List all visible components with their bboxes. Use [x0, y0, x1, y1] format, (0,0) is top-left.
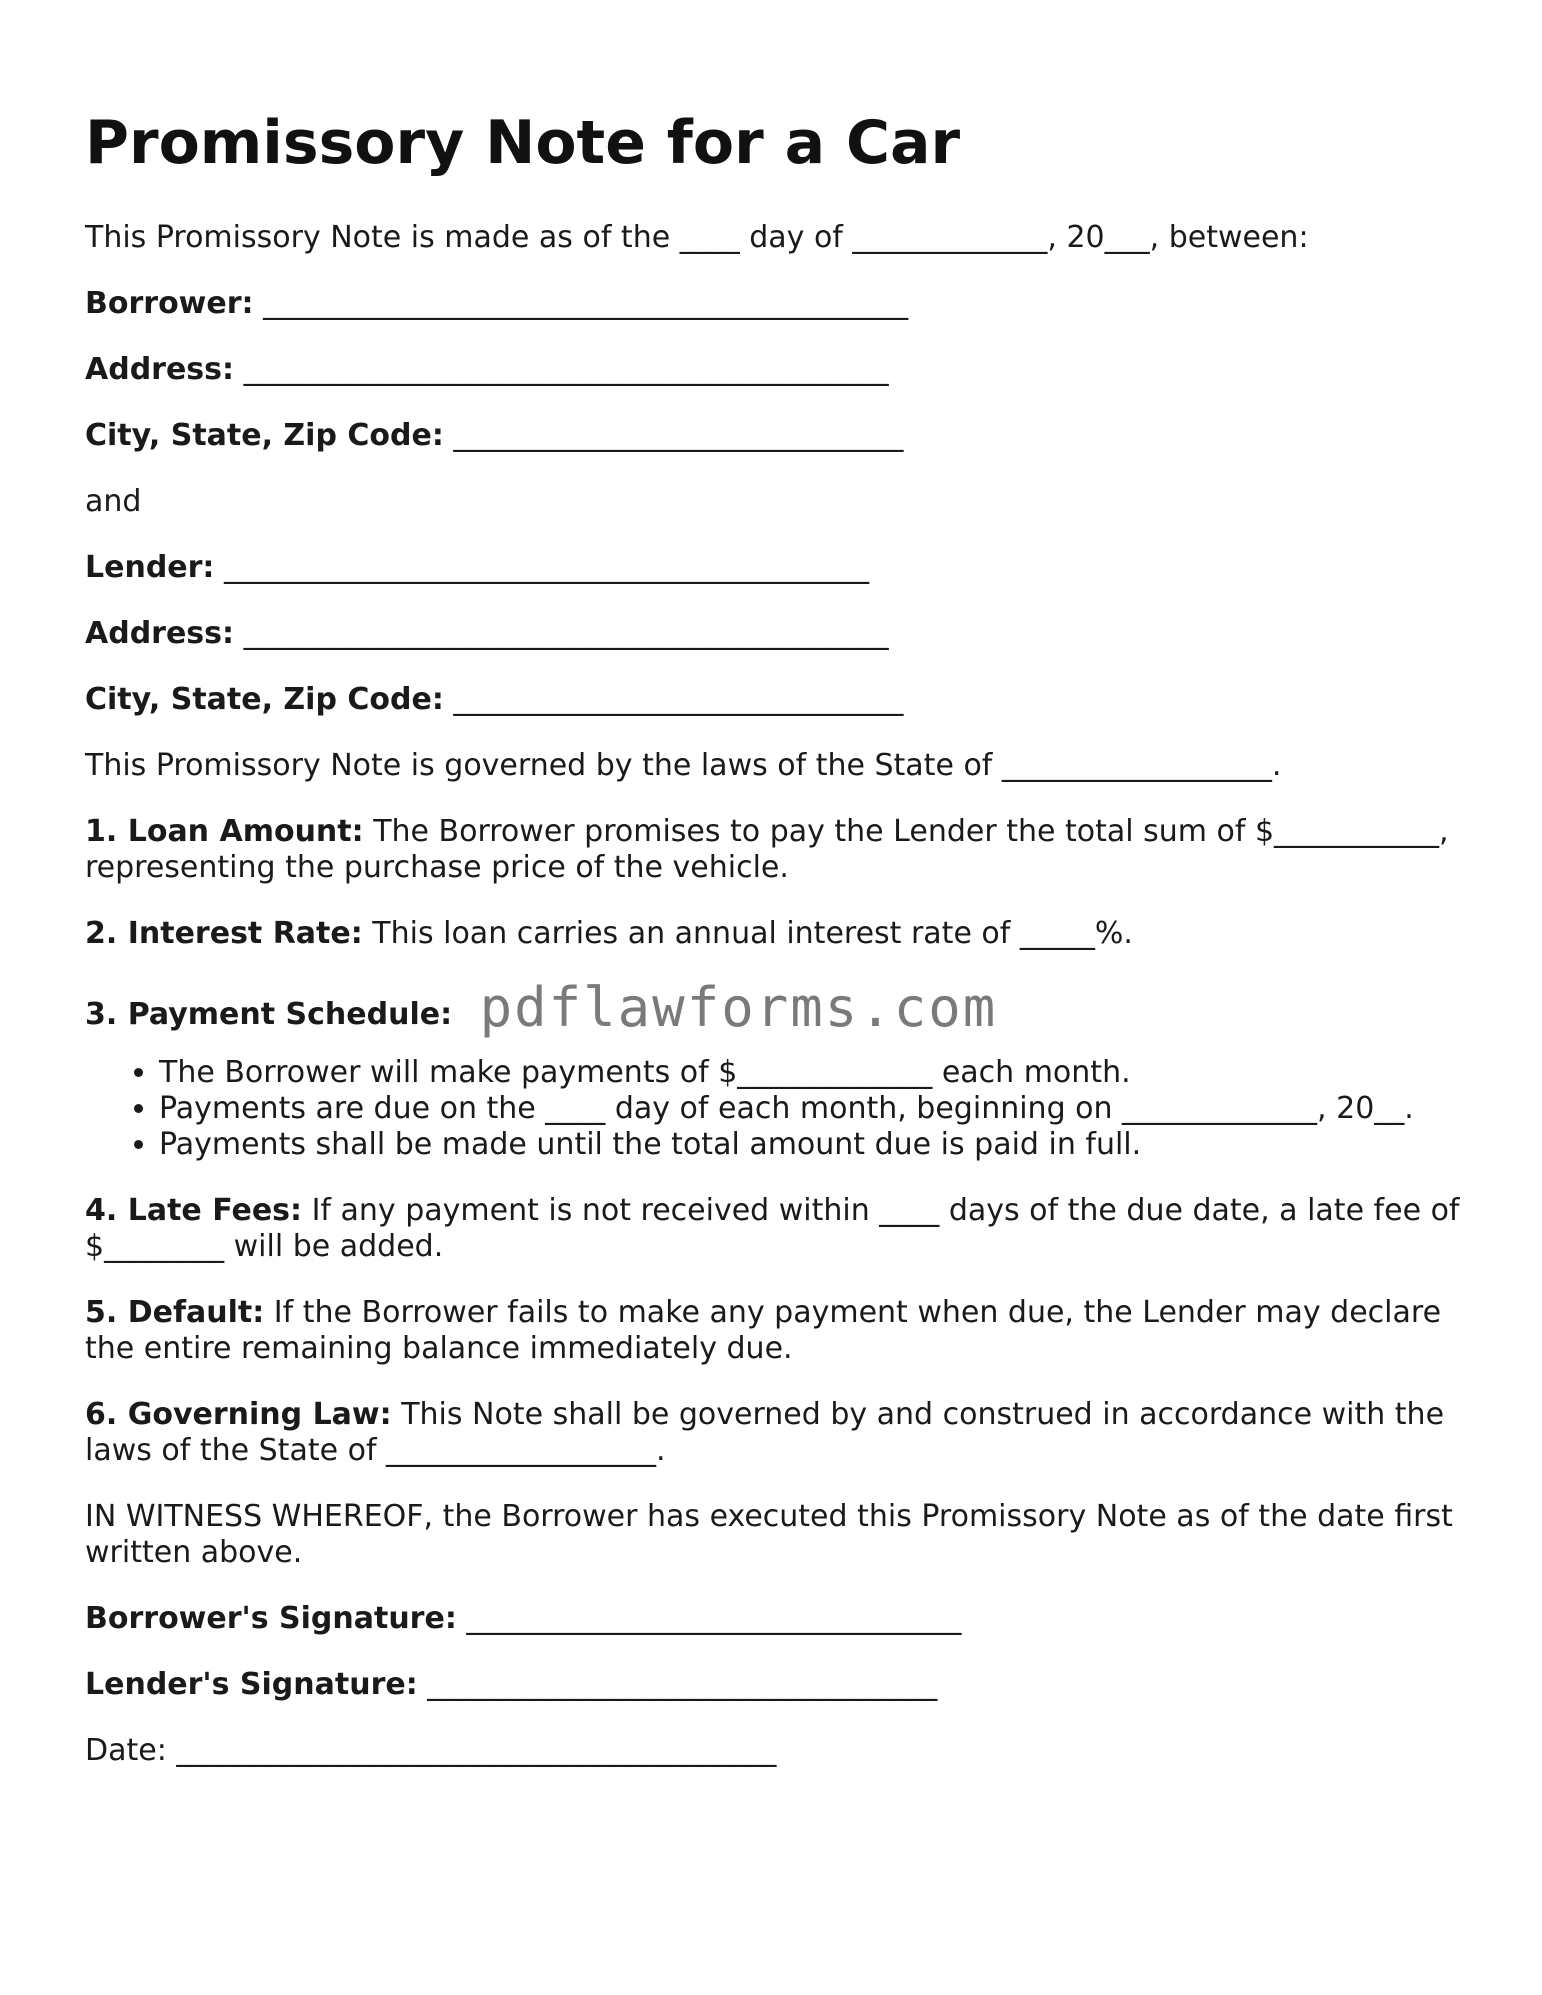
borrower-city-field: [85, 418, 1465, 454]
interest-rate-text: This loan carries an annual interest rate of _____%.: [372, 916, 1133, 951]
payment-schedule-label: 3. Payment Schedule:: [85, 997, 453, 1032]
lender-address-blank: ___________________________________________: [243, 616, 889, 651]
lender-signature-field: [85, 1667, 1465, 1703]
borrower-name-blank: ___________________________________________: [263, 286, 909, 321]
lender-city-field: [85, 682, 1465, 718]
lender-name-field: [85, 550, 1465, 586]
intro-paragraph: This Promissory Note is made as of the ____ day of _____________, 20___, between:: [85, 220, 1309, 255]
borrower-signature-field: [85, 1601, 1465, 1637]
date-label: Date:: [85, 1733, 167, 1768]
borrower-address-label: Address:: [85, 352, 235, 387]
loan-amount-text: The Borrower promises to pay the Lender the total sum of $___________, representing the purchase price of the vehicle.: [85, 814, 1449, 885]
borrower-city-blank: ______________________________: [453, 418, 904, 453]
lender-city-blank: ______________________________: [453, 682, 904, 717]
borrower-address-blank: ___________________________________________: [243, 352, 889, 387]
lender-signature-label: Lender's Signature:: [85, 1667, 418, 1702]
borrower-address-field: [85, 352, 1465, 388]
and-text: and: [85, 484, 142, 519]
term-payment-schedule: [85, 976, 1465, 1041]
term-loan-amount: [85, 814, 1465, 886]
loan-amount-label: 1. Loan Amount:: [85, 814, 364, 849]
interest-rate-label: 2. Interest Rate:: [85, 916, 363, 951]
default-label: 5. Default:: [85, 1295, 265, 1330]
term-interest-rate: [85, 916, 1465, 952]
document-title: Promissory Note for a Car: [85, 108, 961, 178]
late-fees-text: If any payment is not received within ____ days of the due date, a late fee of $________ will be added.: [85, 1193, 1460, 1264]
borrower-signature-label: Borrower's Signature:: [85, 1601, 457, 1636]
lender-city-label: City, State, Zip Code:: [85, 682, 444, 717]
lender-name-label: Lender:: [85, 550, 215, 585]
default-text: If the Borrower fails to make any payment when due, the Lender may declare the entire remaining balance immediately due.: [85, 1295, 1442, 1366]
lender-address-label: Address:: [85, 616, 235, 651]
borrower-name-label: Borrower:: [85, 286, 254, 321]
lender-address-field: [85, 616, 1465, 652]
date-field: [85, 1733, 1465, 1769]
borrower-signature-blank: _________________________________: [466, 1601, 962, 1636]
term-default: [85, 1295, 1465, 1367]
term-late-fees: [85, 1193, 1465, 1265]
list-item: • Payments shall be made until the total amount due is paid in full.: [159, 1127, 1465, 1163]
governing-law-text: This Note shall be governed by and construed in accordance with the laws of the State of __________________.: [85, 1397, 1445, 1468]
date-blank: ________________________________________: [176, 1733, 777, 1768]
lender-signature-blank: __________________________________: [427, 1667, 938, 1702]
lender-name-blank: ___________________________________________: [223, 550, 869, 585]
borrower-city-label: City, State, Zip Code:: [85, 418, 444, 453]
borrower-name-field: [85, 286, 1465, 322]
document-page: [85, 108, 1465, 1799]
governing-law-label: 6. Governing Law:: [85, 1397, 392, 1432]
late-fees-label: 4. Late Fees:: [85, 1193, 303, 1228]
governed-line: This Promissory Note is governed by the laws of the State of __________________.: [85, 748, 1282, 783]
list-item: • Payments are due on the ____ day of each month, beginning on _____________, 20__.: [159, 1091, 1465, 1127]
payment-schedule-list: [85, 1055, 1465, 1163]
watermark: pdflawforms.com: [479, 976, 998, 1039]
witness-paragraph: IN WITNESS WHEREOF, the Borrower has executed this Promissory Note as of the date first written above.: [85, 1499, 1453, 1570]
list-item: • The Borrower will make payments of $_____________ each month.: [159, 1055, 1465, 1091]
term-governing-law: [85, 1397, 1465, 1469]
